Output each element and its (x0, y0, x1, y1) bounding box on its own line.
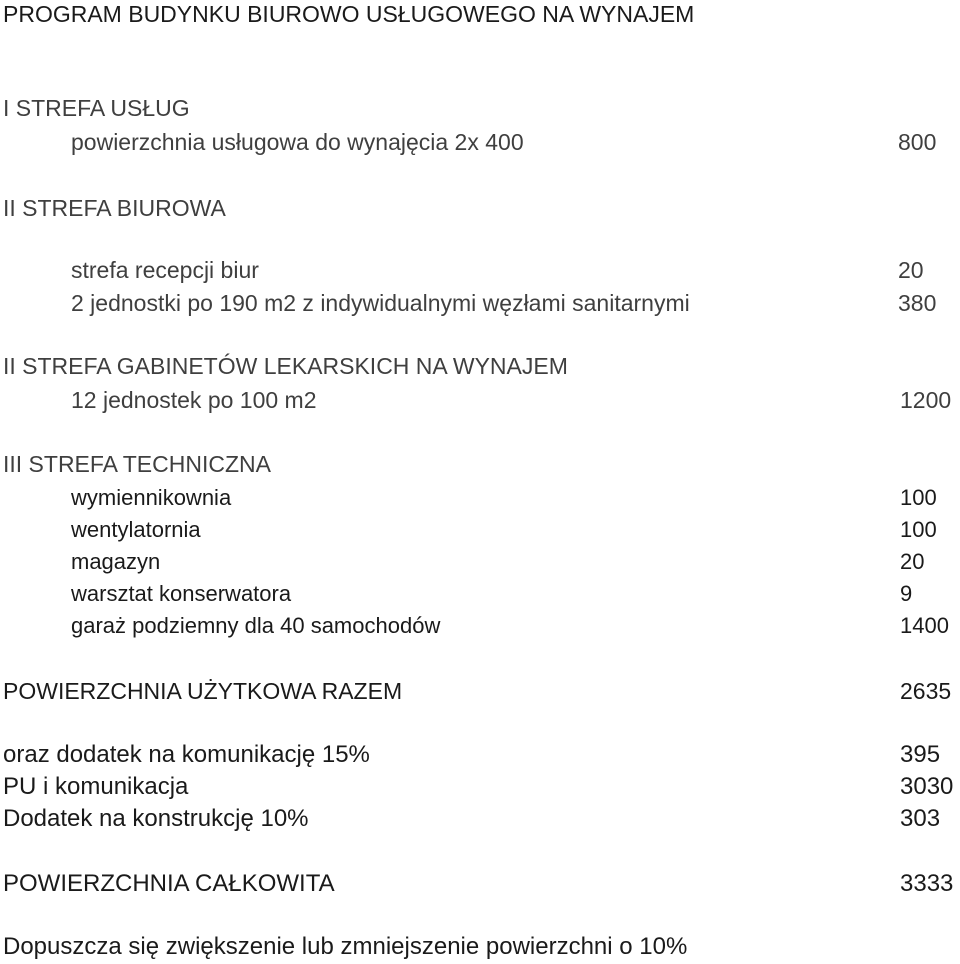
document-title: PROGRAM BUDYNKU BIUROWO USŁUGOWEGO NA WYNAJEM (3, 1, 695, 27)
zone1-heading: I STREFA USŁUG (3, 95, 190, 121)
zone4-heading: III STREFA TECHNICZNA (3, 451, 271, 477)
zone2-item-label: 2 jednostki po 190 m2 z indywidualnymi węzłami sanitarnymi (71, 290, 690, 316)
zone4-item-value: 1400 (900, 613, 949, 638)
usable-total-value: 2635 (900, 678, 952, 704)
zone4-item-label: garaż podziemny dla 40 samochodów (71, 613, 441, 638)
grand-total-label: POWIERZCHNIA CAŁKOWITA (3, 870, 335, 897)
zone1-item-value: 800 (898, 129, 937, 155)
addition-label: PU i komunikacja (3, 773, 189, 800)
zone4-item-label: magazyn (71, 549, 161, 574)
addition-value: 395 (900, 741, 941, 768)
addition-label: Dodatek na konstrukcję 10% (3, 805, 309, 832)
addition-value: 303 (900, 805, 941, 832)
zone4-item-label: wymiennikownia (71, 485, 232, 510)
zone2-item-value: 20 (898, 257, 924, 283)
zone4-item-label: warsztat konserwatora (71, 581, 292, 606)
addition-value: 3030 (900, 773, 954, 800)
zone2-item-value: 380 (898, 290, 937, 316)
zone3-heading: II STREFA GABINETÓW LEKARSKICH NA WYNAJEM (3, 353, 568, 379)
zone2-heading: II STREFA BIUROWA (3, 195, 226, 221)
addition-label: oraz dodatek na komunikację 15% (3, 741, 370, 768)
usable-total-label: POWIERZCHNIA UŻYTKOWA RAZEM (3, 678, 403, 704)
zone3-item-label: 12 jednostek po 100 m2 (71, 387, 317, 413)
zone4-item-value: 20 (900, 549, 925, 574)
zone4-item-value: 100 (900, 485, 937, 510)
grand-total-value: 3333 (900, 870, 954, 897)
zone3-item-value: 1200 (900, 387, 952, 413)
zone4-item-value: 9 (900, 581, 913, 606)
zone4-item-value: 100 (900, 517, 937, 542)
zone2-item-label: strefa recepcji biur (71, 257, 259, 283)
footnote: Dopuszcza się zwiększenie lub zmniejszenie powierzchni o 10% (3, 933, 688, 960)
zone1-item-label: powierzchnia usługowa do wynajęcia 2x 400 (71, 129, 524, 155)
zone4-item-label: wentylatornia (71, 517, 201, 542)
